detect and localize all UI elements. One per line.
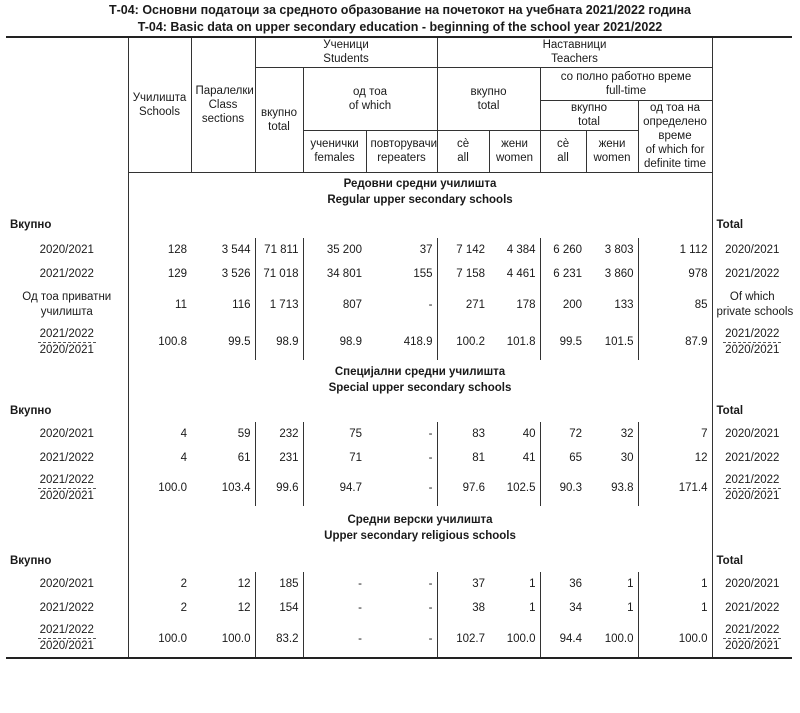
row-label-vkupno: Вкупно xyxy=(6,400,128,422)
header-blank-right xyxy=(712,37,792,172)
header-females: ученички females xyxy=(303,130,366,172)
header-all-1: сè all xyxy=(437,130,489,172)
header-definite: од тоа на определено време of which for definite time xyxy=(638,100,712,172)
row-label-vkupno: Вкупно xyxy=(6,212,128,238)
row-label-total: Total xyxy=(712,550,792,572)
header-students: Ученици Students xyxy=(255,37,437,67)
header-teachers-total: вкупно total xyxy=(437,67,540,130)
table-title-mk: Т-04: Основни податоци за средното образование на почетокот на учебната 2021/2022 година xyxy=(108,3,691,17)
table-row: 2021/2022 4 61 231 71 - 81 41 65 30 12 2021/2022 xyxy=(6,446,792,470)
table-row: 2021/2022 129 3 526 71 018 34 801 155 7 158 4 461 6 231 3 860 978 2021/2022 xyxy=(6,262,792,286)
section-heading-special: Специјални средни училишта Special upper secondary schools xyxy=(328,366,512,394)
table-row: 2020/2021 4 59 232 75 - 83 40 72 32 7 2020/2021 xyxy=(6,422,792,446)
header-repeaters: повторувачи repeaters xyxy=(366,130,437,172)
table-row: 2021/2022 2 12 154 - - 38 1 34 1 1 2021/2022 xyxy=(6,596,792,620)
section-heading-regular: Редовни средни училишта Regular upper secondary schools xyxy=(327,178,513,207)
table-row-ratio: $\frac{2021/2022}{2020/2021}$ 100.0 100.0 83.2 - - 102.7 100.0 94.4 100.0 100.0 $\frac{2021/2022}{2020/2021}$ xyxy=(6,620,792,658)
header-women-1: жени women xyxy=(489,130,540,172)
table-title-en: T-04: Basic data on upper secondary education - beginning of the school year 2021/2022 xyxy=(137,20,663,34)
table-row: 2020/2021 128 3 544 71 811 35 200 37 7 142 4 384 6 260 3 803 1 112 2020/2021 xyxy=(6,238,792,262)
header-teachers: Наставници Teachers xyxy=(437,37,712,67)
header-women-2: жени women xyxy=(586,130,638,172)
header-blank-left xyxy=(6,37,128,172)
section-heading-religious: Средни верски училишта Upper secondary religious schools xyxy=(324,514,516,542)
row-label-total: Total xyxy=(712,212,792,238)
data-table xyxy=(6,36,792,659)
row-label-vkupno: Вкупно xyxy=(6,550,128,572)
header-of-which: од тоа of which xyxy=(303,67,437,130)
table-row-ratio: $\frac{2021/2022}{2020/2021}$ 100.8 99.5 98.9 98.9 418.9 100.2 101.8 99.5 101.5 87.9 $\frac{2021/2022}{2020/2021}$ xyxy=(6,324,792,360)
table-row: 2020/2021 2 12 185 - - 37 1 36 1 1 2020/2021 xyxy=(6,572,792,596)
header-all-2: сè all xyxy=(540,130,586,172)
header-ft-total: вкупно total xyxy=(540,100,638,130)
header-sections: Паралелки Class sections xyxy=(191,37,255,172)
row-label-total: Total xyxy=(712,400,792,422)
table-row-private: Од тоа приватни училишта 11 116 1 713 807 - 271 178 200 133 85 Of which private schools xyxy=(6,286,792,324)
header-students-total: вкупно total xyxy=(255,67,303,172)
table-row-ratio: $\frac{2021/2022}{2020/2021}$ 100.0 103.4 99.6 94.7 - 97.6 102.5 90.3 93.8 171.4 $\frac{2021/2022}{2020/2021}$ xyxy=(6,470,792,506)
header-schools: Училишта Schools xyxy=(128,37,191,172)
header-fulltime: со полно работно време full-time xyxy=(540,67,712,100)
